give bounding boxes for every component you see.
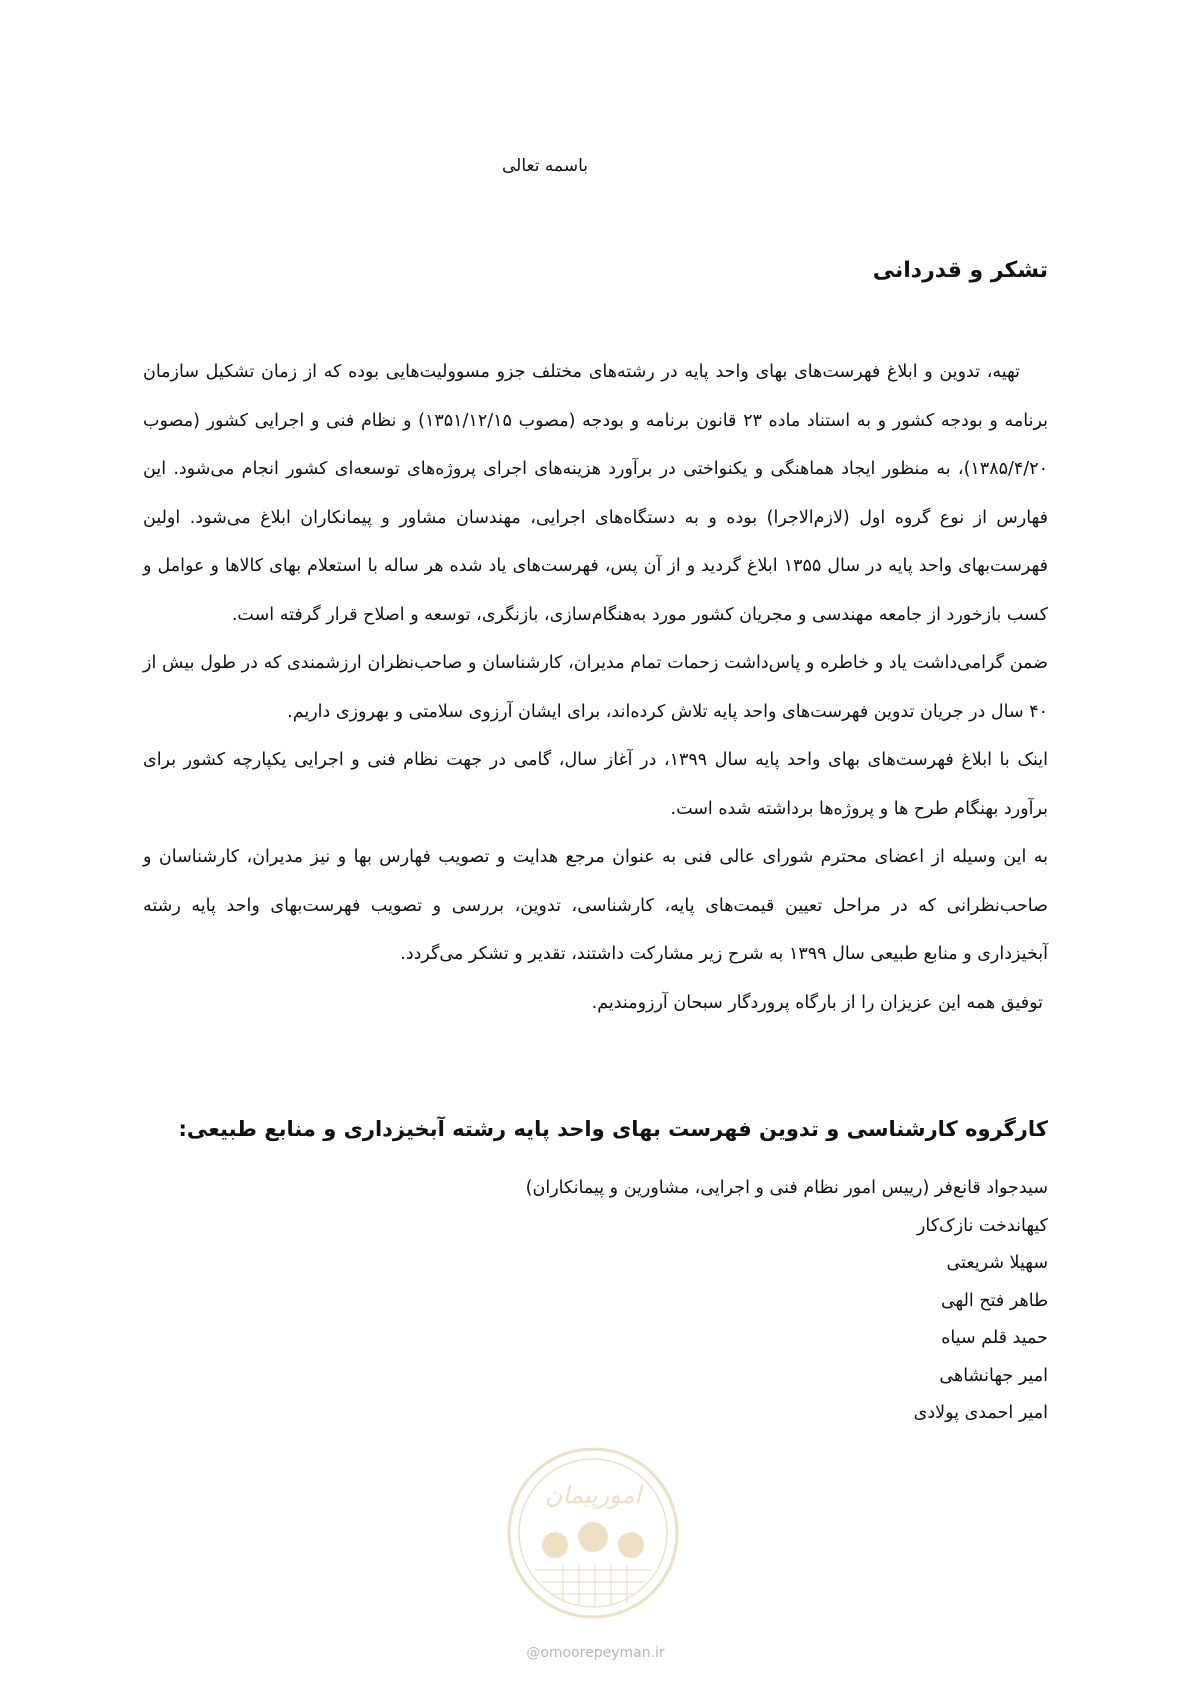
member-name: سیدجواد قانع‌فر (رییس امور نظام فنی و اجرایی، مشاورین و پیمانکاران) <box>525 1178 1048 1198</box>
member-name: سهیلا شریعتی <box>946 1253 1048 1273</box>
seal-lettering: امورپیمان <box>544 1481 642 1509</box>
member-name: امیر احمدی پولادی <box>913 1403 1048 1423</box>
working-group-title: کارگروه کارشناسی و تدوین فهرست بهای واحد پایه رشته آبخیزداری و منابع طبیعی: <box>178 1117 1048 1141</box>
closing-line: توفیق همه این عزیزان را از بارگاه پروردگار سبحان آرزومندیم. <box>591 992 1043 1013</box>
acknowledgement-title: تشکر و قدردانی <box>872 258 1048 283</box>
member-name: کیهاندخت نازک‌کار <box>916 1215 1048 1236</box>
bismillah-header: باسمه تعالی <box>502 156 588 176</box>
paragraph-thanks: به این وسیله از اعضای محترم شورای عالی فنی به عنوان مرجع هدایت و تصویب فهارس بها و نیز مدیران، کارشناسان و صاحب‌نظرانی که در مراحل تعیین قیمت‌های پایه، کارشناسی، تدوین، بررسی و تصویب فهرست‌بهای واحد پایه رشته آبخیزداری و منابع طبیعی سال ۱۳۹۹ به شرح زیر مشارکت داشتند، تقدیر و تشکر می‌گردد. <box>143 847 1048 964</box>
paragraph-gratitude: ضمن گرامی‌داشت یاد و خاطره و پاس‌داشت زحمات تمام مدیران، کارشناسان و صاحب‌نظران ارزشمندی که در طول بیش از ۴۰ سال در جریان تدوین فهرست‌های واحد پایه تلاش کرده‌اند، برای ایشان آرزوی سلامتی و بهروزی داریم. <box>143 653 1048 722</box>
watermark-website: @omoorepeyman.ir <box>526 1645 665 1661</box>
paragraph-announcement: اینک با ابلاغ فهرست‌های بهای واحد پایه سال ۱۳۹۹، در آغاز سال، گامی در جهت نظام فنی و اجرایی یکپارچه کشور برای برآورد بهنگام طرح ها و پروژه‌ها برداشته شده است. <box>143 750 1048 819</box>
member-name: امیر جهانشاهی <box>939 1365 1048 1386</box>
watermark-seal-icon <box>505 1445 681 1621</box>
acknowledgement-body <box>143 348 1048 1027</box>
member-name: طاهر فتح الهی <box>940 1290 1048 1311</box>
members-list <box>526 1170 1048 1433</box>
paragraph-history: تهیه، تدوین و ابلاغ فهرست‌های بهای واحد پایه در رشته‌های مختلف جزو مسوولیت‌هایی بوده که از زمان تشکیل سازمان برنامه و بودجه کشور و به استناد ماده ۲۳ قانون برنامه و بودجه (مصوب ۱۳۵۱/۱۲/۱۵) و نظام فنی و اجرایی کشور (مصوب ۱۳۸۵/۴/۲۰)، به منظور ایجاد هماهنگی و یکنواختی در برآورد هزینه‌های اجرای پروژه‌های توسعه‌ای کشور انجام می‌شود. این فهارس از نوع گروه اول (لازم‌الاجرا) بوده و به دستگاه‌های اجرایی، مهندسان مشاور و پیمانکاران ابلاغ می‌شود. اولین فهرست‌بهای واحد پایه در سال ۱۳۵۵ ابلاغ گردید و از آن پس، فهرست‌های یاد شده هر ساله با استعلام بهای کالاها و عوامل و کسب بازخورد از جامعه مهندسی و مجریان کشور مورد به‌هنگام‌سازی، بازنگری، توسعه و اصلاح قرار گرفته است. <box>143 362 1048 625</box>
member-name: حمید قلم سیاه <box>941 1328 1048 1348</box>
